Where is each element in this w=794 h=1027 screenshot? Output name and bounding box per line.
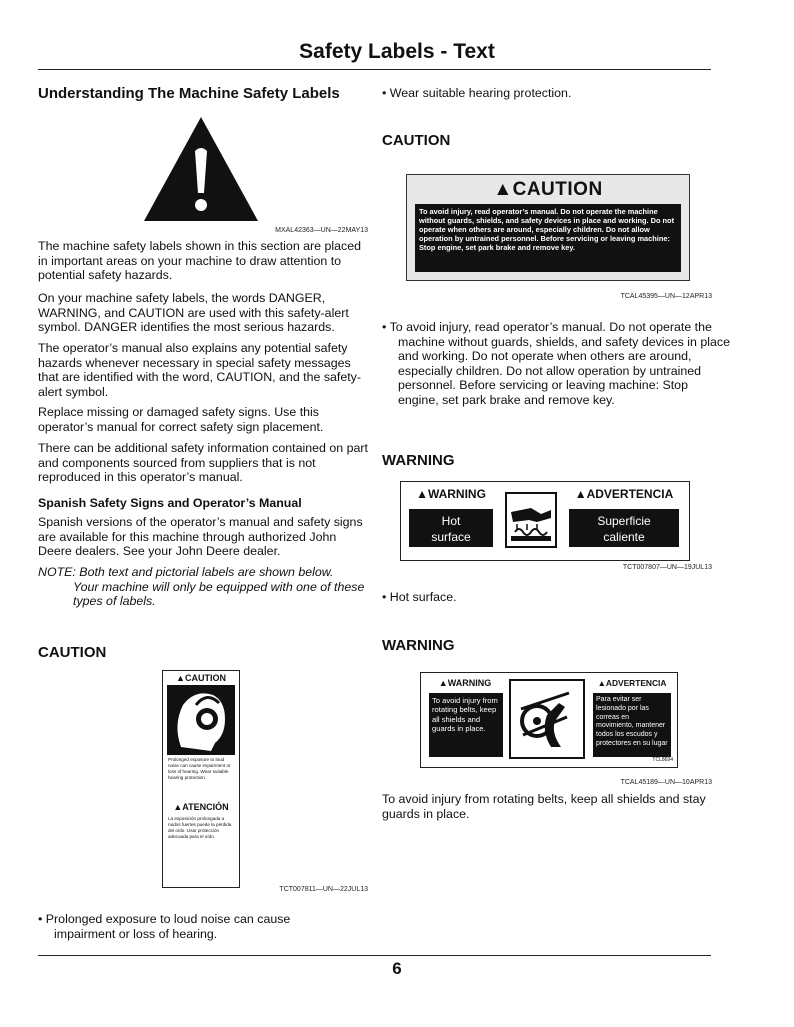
label-line: Hot xyxy=(441,514,461,528)
note-line: NOTE: Both text and pictorial labels are shown below. xyxy=(38,565,334,579)
rotating-belt-icon xyxy=(509,679,585,759)
label-text xyxy=(409,509,493,547)
paragraph: Replace missing or damaged safety signs. Use this operator’s manual for correct safety sign placement. xyxy=(38,405,324,434)
page-title: Safety Labels - Text xyxy=(299,40,495,63)
bullet-text: To avoid injury, read operator’s manual. Do not operate the machine without guards, shields, and safety devices in place and working. Do not operate when others are around, especially children. Do not allow operation by untrained personnel. Before servicing or leaving machine: Stop engine, set park brake and remove key. xyxy=(389,320,730,407)
bullet-text: Hot surface. xyxy=(389,590,457,604)
label-title: ▲WARNING xyxy=(416,487,486,501)
label-title: ▲ADVERTENCIA xyxy=(597,678,667,688)
noise-safety-label xyxy=(162,670,240,888)
label-line: surface xyxy=(431,530,471,544)
safety-alert-icon xyxy=(142,115,260,223)
section-heading: Understanding The Machine Safety Labels xyxy=(38,85,340,102)
bullet-item: • To avoid injury, read operator’s manual. Do not operate the machine without guards, shields, and safety devices in place and working. Do not operate when others are around, especially children. Do not allow operation by untrained personnel. Before servicing or leaving machine: Stop engine, set park brake and remove key. xyxy=(382,320,730,407)
figure-caption: TCAL45395—UN—12APR13 xyxy=(620,293,712,300)
hearing-protection-icon xyxy=(167,685,235,755)
label-title: ▲CAUTION xyxy=(176,673,226,683)
figure-caption: MXAL42363—UN—22MAY13 xyxy=(275,227,368,234)
header-rule xyxy=(38,69,711,70)
figure-caption: TCT007811—UN—22JUL13 xyxy=(279,886,368,893)
part-number: TCL8694 xyxy=(652,757,673,763)
label-text: Prolonged exposure to loud noise can cause impairment or loss of hearing. Wear suitable hearing protection. xyxy=(168,757,231,780)
warning-heading: WARNING xyxy=(382,452,455,469)
hot-surface-label xyxy=(400,481,690,561)
paragraph: On your machine safety labels, the words DANGER, WARNING, and CAUTION are used with this safety-alert symbol. DANGER identifies the most serious hazards. xyxy=(38,291,349,335)
bullet-item: • Prolonged exposure to loud noise can cause impairment or loss of hearing. xyxy=(38,912,291,941)
label-title: ▲WARNING xyxy=(438,678,492,688)
paragraph: Spanish versions of the operator’s manual and safety signs are available for this machine through authorized John Deere dealers. See your John Deere dealer. xyxy=(38,515,363,559)
caution-heading: CAUTION xyxy=(382,132,451,149)
warning-heading: WARNING xyxy=(382,637,455,654)
paragraph: The operator’s manual also explains any potential safety hazards whenever necessary in special safety messages that are identified with the word, CAUTION, and the safety-alert symbol. xyxy=(38,341,361,399)
caution-safety-label xyxy=(406,174,690,281)
bullet-item: • Wear suitable hearing protection. xyxy=(382,86,572,100)
label-text: La exposición prolongada a ruidos fuertes puede la pérdida del oído. Usar protección adecuada para el oído. xyxy=(168,816,232,839)
label-text: To avoid injury, read operator’s manual. Do not operate the machine without guards, shields, and safety devices in place and working. Do not operate when others are around, especially children. Do not allow operation by untrained personnel. Before servicing or leaving machine: Stop engine, set park brake and remove key. xyxy=(415,204,681,272)
figure-caption: TCT007807—UN—19JUL13 xyxy=(622,564,712,571)
note-line: Your machine will only be equipped with one of these types of labels. xyxy=(73,579,365,609)
label-title: ▲CAUTION xyxy=(493,179,603,200)
label-title: ▲ATENCIÓN xyxy=(173,802,229,812)
paragraph: The machine safety labels shown in this section are placed in important areas on your machine to draw attention to potential safety hazards. xyxy=(38,239,362,283)
label-title: ▲ADVERTENCIA xyxy=(574,487,674,501)
subheading: Spanish Safety Signs and Operator’s Manual xyxy=(38,496,302,510)
bullet-item: • Hot surface. xyxy=(382,590,457,604)
footer-rule xyxy=(38,955,711,956)
page-number: 6 xyxy=(392,959,402,978)
label-text: Para evitar ser lesionado por las correas en movimiento, mantener todos los escudos y protectores en su lugar xyxy=(593,693,671,757)
label-text: To avoid injury from rotating belts, keep all shields and guards in place. xyxy=(429,693,503,757)
bullet-text: Prolonged exposure to loud noise can cause impairment or loss of hearing. xyxy=(45,912,291,941)
hot-surface-icon xyxy=(505,492,557,548)
label-line: caliente xyxy=(603,530,645,544)
paragraph: There can be additional safety information contained on part and components sourced from suppliers that is not reproduced in this operator’s manual. xyxy=(38,441,368,485)
note xyxy=(38,565,368,609)
label-text xyxy=(569,509,679,547)
bullet-text: Wear suitable hearing protection. xyxy=(389,86,572,100)
label-line: Superficie xyxy=(597,514,651,528)
caution-heading: CAUTION xyxy=(38,644,107,661)
rotating-belt-label xyxy=(420,672,678,768)
paragraph: To avoid injury from rotating belts, keep all shields and stay guards in place. xyxy=(382,792,706,821)
figure-caption: TCAL45189—UN—10APR13 xyxy=(620,779,712,786)
